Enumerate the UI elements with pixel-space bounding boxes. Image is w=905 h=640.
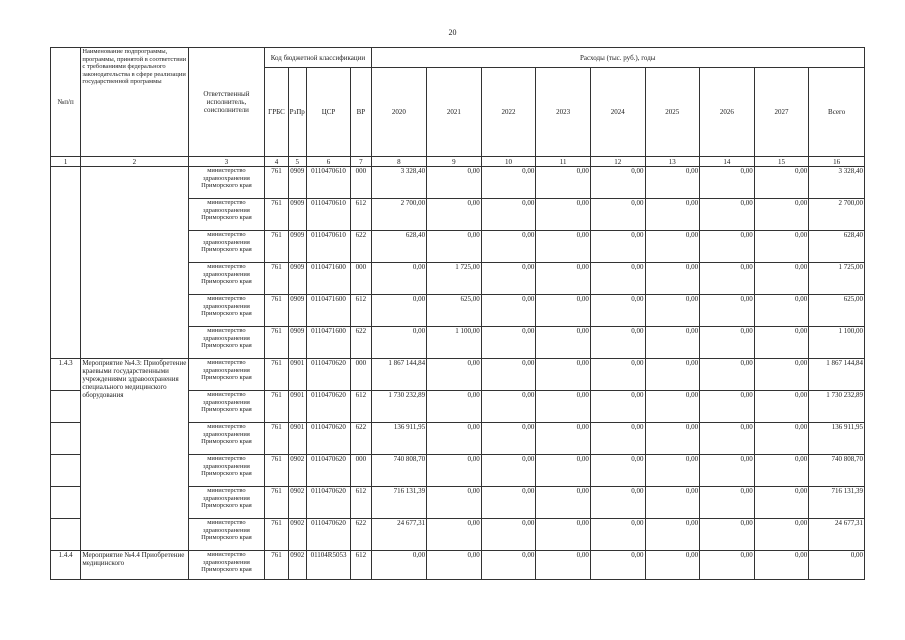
- total-cell: 24 677,31: [809, 519, 865, 551]
- page-number: 20: [448, 28, 457, 37]
- total-cell: 136 911,95: [809, 423, 865, 455]
- grbs-cell: 761: [265, 487, 288, 519]
- col-header-year: 2024: [590, 68, 645, 157]
- col-header-year: 2020: [371, 68, 427, 157]
- event-name: Мероприятие №4.3: Приобретение краевыми государственными учреждениями здравоохранения специального медицинского оборудования: [81, 359, 188, 551]
- rzpr-cell: 0909: [288, 327, 306, 359]
- amount-cell: 0,00: [754, 295, 809, 327]
- amount-cell: 0,00: [700, 455, 755, 487]
- vr-cell: 622: [351, 327, 371, 359]
- col-header-grbs: ГРБС: [265, 68, 288, 157]
- rzpr-cell: 0909: [288, 295, 306, 327]
- amount-cell: 0,00: [427, 359, 482, 391]
- grbs-cell: 761: [265, 295, 288, 327]
- amount-cell: 1 725,00: [427, 263, 482, 295]
- amount-cell: 0,00: [536, 391, 591, 423]
- amount-cell: 0,00: [645, 199, 700, 231]
- amount-cell: 0,00: [754, 167, 809, 199]
- amount-cell: 0,00: [481, 295, 536, 327]
- vr-cell: 622: [351, 519, 371, 551]
- column-number: 14: [700, 157, 755, 167]
- budget-table: [50, 47, 865, 580]
- amount-cell: 0,00: [700, 423, 755, 455]
- total-cell: 740 808,70: [809, 455, 865, 487]
- col-header-csr: ЦСР: [306, 68, 350, 157]
- csr-cell: 0110470620: [306, 455, 350, 487]
- responsible-cell: министерство здравоохранения Приморского края: [188, 199, 265, 231]
- responsible-cell: министерство здравоохранения Приморского края: [188, 487, 265, 519]
- amount-cell: 0,00: [481, 359, 536, 391]
- amount-cell: 0,00: [645, 519, 700, 551]
- amount-cell: 0,00: [427, 423, 482, 455]
- rzpr-cell: 0909: [288, 231, 306, 263]
- amount-cell: 24 677,31: [371, 519, 427, 551]
- amount-cell: 0,00: [427, 455, 482, 487]
- amount-cell: 0,00: [590, 391, 645, 423]
- grbs-cell: 761: [265, 359, 288, 391]
- amount-cell: 0,00: [481, 455, 536, 487]
- event-name-cell: [81, 167, 188, 359]
- amount-cell: 0,00: [536, 487, 591, 519]
- col-header-vr: ВР: [351, 68, 371, 157]
- amount-cell: 0,00: [754, 487, 809, 519]
- csr-cell: 0110470620: [306, 391, 350, 423]
- amount-cell: 0,00: [371, 327, 427, 359]
- total-cell: 625,00: [809, 295, 865, 327]
- amount-cell: 0,00: [427, 391, 482, 423]
- rzpr-cell: 0909: [288, 199, 306, 231]
- column-number: 2: [81, 157, 188, 167]
- responsible-cell: министерство здравоохранения Приморского края: [188, 327, 265, 359]
- csr-cell: 0110470620: [306, 487, 350, 519]
- amount-cell: 0,00: [754, 231, 809, 263]
- grbs-cell: 761: [265, 327, 288, 359]
- col-header-budget-code: Код бюджетной классификации: [265, 48, 371, 68]
- amount-cell: 0,00: [700, 487, 755, 519]
- grbs-cell: 761: [265, 167, 288, 199]
- column-number: 10: [481, 157, 536, 167]
- rzpr-cell: 0902: [288, 455, 306, 487]
- col-header-year: 2026: [700, 68, 755, 157]
- amount-cell: 0,00: [536, 199, 591, 231]
- col-header-total: Всего: [809, 68, 865, 157]
- amount-cell: 740 808,70: [371, 455, 427, 487]
- amount-cell: 0,00: [536, 327, 591, 359]
- amount-cell: 2 700,00: [371, 199, 427, 231]
- amount-cell: 0,00: [754, 519, 809, 551]
- col-header-year: 2027: [754, 68, 809, 157]
- amount-cell: 716 131,39: [371, 487, 427, 519]
- amount-cell: 0,00: [536, 167, 591, 199]
- responsible-cell: министерство здравоохранения Приморского края: [188, 455, 265, 487]
- amount-cell: 0,00: [427, 487, 482, 519]
- vr-cell: 000: [351, 455, 371, 487]
- grbs-cell: 761: [265, 455, 288, 487]
- rzpr-cell: 0909: [288, 263, 306, 295]
- grbs-cell: 761: [265, 391, 288, 423]
- amount-cell: 0,00: [700, 167, 755, 199]
- total-cell: 1 730 232,89: [809, 391, 865, 423]
- amount-cell: 136 911,95: [371, 423, 427, 455]
- rzpr-cell: 0902: [288, 551, 306, 580]
- grbs-cell: 761: [265, 231, 288, 263]
- amount-cell: 628,40: [371, 231, 427, 263]
- amount-cell: 0,00: [590, 231, 645, 263]
- total-cell: 1 100,00: [809, 327, 865, 359]
- column-number: 6: [306, 157, 350, 167]
- vr-cell: 622: [351, 231, 371, 263]
- amount-cell: 0,00: [481, 263, 536, 295]
- amount-cell: 0,00: [700, 519, 755, 551]
- amount-cell: 0,00: [536, 519, 591, 551]
- grbs-cell: 761: [265, 551, 288, 580]
- amount-cell: 0,00: [481, 199, 536, 231]
- amount-cell: 0,00: [645, 423, 700, 455]
- amount-cell: 0,00: [645, 263, 700, 295]
- amount-cell: 0,00: [427, 519, 482, 551]
- event-name: Мероприятие №4.4 Приобретение медицинского: [81, 551, 188, 580]
- amount-cell: 0,00: [645, 327, 700, 359]
- responsible-cell: министерство здравоохранения Приморского края: [188, 359, 265, 391]
- csr-cell: 0110470610: [306, 231, 350, 263]
- amount-cell: 0,00: [427, 551, 482, 580]
- amount-cell: 0,00: [536, 263, 591, 295]
- grbs-cell: 761: [265, 263, 288, 295]
- amount-cell: 0,00: [371, 263, 427, 295]
- vr-cell: 612: [351, 391, 371, 423]
- vr-cell: 000: [351, 167, 371, 199]
- vr-cell: 612: [351, 295, 371, 327]
- amount-cell: 0,00: [590, 455, 645, 487]
- amount-cell: 0,00: [645, 551, 700, 580]
- vr-cell: 000: [351, 359, 371, 391]
- amount-cell: 1 730 232,89: [371, 391, 427, 423]
- col-header-rzpr: РзПр: [288, 68, 306, 157]
- csr-cell: 0110471600: [306, 327, 350, 359]
- amount-cell: 0,00: [590, 423, 645, 455]
- amount-cell: 0,00: [645, 359, 700, 391]
- amount-cell: 625,00: [427, 295, 482, 327]
- amount-cell: 0,00: [481, 327, 536, 359]
- amount-cell: 1 867 144,84: [371, 359, 427, 391]
- vr-cell: 612: [351, 199, 371, 231]
- column-number: 8: [371, 157, 427, 167]
- rzpr-cell: 0901: [288, 391, 306, 423]
- csr-cell: 0110470620: [306, 519, 350, 551]
- column-number: 5: [288, 157, 306, 167]
- col-header-year: 2023: [536, 68, 591, 157]
- col-header-year: 2021: [427, 68, 482, 157]
- amount-cell: 0,00: [590, 551, 645, 580]
- amount-cell: 3 328,40: [371, 167, 427, 199]
- col-header-num: №п/п: [51, 48, 81, 157]
- amount-cell: 0,00: [700, 263, 755, 295]
- amount-cell: 0,00: [536, 423, 591, 455]
- amount-cell: 1 100,00: [427, 327, 482, 359]
- event-number-cell: [51, 423, 81, 455]
- total-cell: 628,40: [809, 231, 865, 263]
- amount-cell: 0,00: [645, 231, 700, 263]
- total-cell: 2 700,00: [809, 199, 865, 231]
- amount-cell: 0,00: [700, 295, 755, 327]
- amount-cell: 0,00: [700, 551, 755, 580]
- event-number-cell: [51, 391, 81, 423]
- amount-cell: 0,00: [536, 295, 591, 327]
- column-number: 4: [265, 157, 288, 167]
- csr-cell: 0110470620: [306, 359, 350, 391]
- csr-cell: 01104R5053: [306, 551, 350, 580]
- total-cell: 3 328,40: [809, 167, 865, 199]
- vr-cell: 622: [351, 423, 371, 455]
- rzpr-cell: 0902: [288, 519, 306, 551]
- csr-cell: 0110470610: [306, 167, 350, 199]
- amount-cell: 0,00: [536, 455, 591, 487]
- vr-cell: 612: [351, 551, 371, 580]
- responsible-cell: министерство здравоохранения Приморского края: [188, 551, 265, 580]
- column-number: 15: [754, 157, 809, 167]
- rzpr-cell: 0901: [288, 423, 306, 455]
- amount-cell: 0,00: [427, 167, 482, 199]
- csr-cell: 0110471600: [306, 295, 350, 327]
- amount-cell: 0,00: [371, 551, 427, 580]
- amount-cell: 0,00: [590, 167, 645, 199]
- amount-cell: 0,00: [700, 391, 755, 423]
- column-number: 13: [645, 157, 700, 167]
- amount-cell: 0,00: [700, 231, 755, 263]
- amount-cell: 0,00: [754, 199, 809, 231]
- table-row: [51, 359, 865, 391]
- amount-cell: 0,00: [590, 263, 645, 295]
- amount-cell: 0,00: [590, 487, 645, 519]
- amount-cell: 0,00: [481, 551, 536, 580]
- amount-cell: 0,00: [481, 487, 536, 519]
- column-number: 7: [351, 157, 371, 167]
- column-number-row: [51, 157, 865, 167]
- amount-cell: 0,00: [536, 551, 591, 580]
- responsible-cell: министерство здравоохранения Приморского края: [188, 423, 265, 455]
- csr-cell: 0110470620: [306, 423, 350, 455]
- responsible-cell: министерство здравоохранения Приморского края: [188, 295, 265, 327]
- amount-cell: 0,00: [481, 231, 536, 263]
- amount-cell: 0,00: [645, 295, 700, 327]
- amount-cell: 0,00: [481, 423, 536, 455]
- total-cell: 1 725,00: [809, 263, 865, 295]
- responsible-cell: министерство здравоохранения Приморского края: [188, 519, 265, 551]
- event-number: 1.4.3: [51, 359, 81, 391]
- amount-cell: 0,00: [590, 295, 645, 327]
- amount-cell: 0,00: [536, 231, 591, 263]
- column-number: 3: [188, 157, 265, 167]
- amount-cell: 0,00: [536, 359, 591, 391]
- rzpr-cell: 0909: [288, 167, 306, 199]
- amount-cell: 0,00: [590, 519, 645, 551]
- amount-cell: 0,00: [754, 359, 809, 391]
- amount-cell: 0,00: [754, 327, 809, 359]
- amount-cell: 0,00: [590, 359, 645, 391]
- responsible-cell: министерство здравоохранения Приморского края: [188, 231, 265, 263]
- responsible-cell: министерство здравоохранения Приморского края: [188, 263, 265, 295]
- amount-cell: 0,00: [754, 263, 809, 295]
- amount-cell: 0,00: [754, 551, 809, 580]
- amount-cell: 0,00: [590, 199, 645, 231]
- csr-cell: 0110470610: [306, 199, 350, 231]
- amount-cell: 0,00: [700, 359, 755, 391]
- total-cell: 0,00: [809, 551, 865, 580]
- amount-cell: 0,00: [754, 391, 809, 423]
- responsible-cell: министерство здравоохранения Приморского края: [188, 391, 265, 423]
- col-header-expenses: Расходы (тыс. руб.), годы: [371, 48, 864, 68]
- column-number: 11: [536, 157, 591, 167]
- vr-cell: 000: [351, 263, 371, 295]
- amount-cell: 0,00: [371, 295, 427, 327]
- rzpr-cell: 0902: [288, 487, 306, 519]
- amount-cell: 0,00: [700, 327, 755, 359]
- table-row: [51, 551, 865, 580]
- amount-cell: 0,00: [645, 167, 700, 199]
- event-number: 1.4.4: [51, 551, 81, 580]
- table-row: [51, 167, 865, 199]
- responsible-cell: министерство здравоохранения Приморского края: [188, 167, 265, 199]
- vr-cell: 612: [351, 487, 371, 519]
- amount-cell: 0,00: [481, 167, 536, 199]
- rzpr-cell: 0901: [288, 359, 306, 391]
- col-header-name: Наименование подпрограммы, программы, принятой в соответствии с требованиями федерального законодательства в сфере реализации государственной программы: [81, 48, 188, 157]
- event-number-cell: [51, 519, 81, 551]
- amount-cell: 0,00: [645, 487, 700, 519]
- event-number-cell: [51, 487, 81, 519]
- event-number-cell: [51, 167, 81, 359]
- total-cell: 716 131,39: [809, 487, 865, 519]
- amount-cell: 0,00: [427, 199, 482, 231]
- col-header-year: 2022: [481, 68, 536, 157]
- column-number: 16: [809, 157, 865, 167]
- column-number: 12: [590, 157, 645, 167]
- column-number: 9: [427, 157, 482, 167]
- amount-cell: 0,00: [645, 455, 700, 487]
- amount-cell: 0,00: [754, 423, 809, 455]
- column-number: 1: [51, 157, 81, 167]
- amount-cell: 0,00: [481, 519, 536, 551]
- csr-cell: 0110471600: [306, 263, 350, 295]
- amount-cell: 0,00: [645, 391, 700, 423]
- amount-cell: 0,00: [700, 199, 755, 231]
- grbs-cell: 761: [265, 199, 288, 231]
- amount-cell: 0,00: [590, 327, 645, 359]
- col-header-year: 2025: [645, 68, 700, 157]
- amount-cell: 0,00: [481, 391, 536, 423]
- grbs-cell: 761: [265, 519, 288, 551]
- total-cell: 1 867 144,84: [809, 359, 865, 391]
- amount-cell: 0,00: [427, 231, 482, 263]
- event-number-cell: [51, 455, 81, 487]
- col-header-responsible: Ответственный исполнитель, соисполнители: [188, 48, 265, 157]
- grbs-cell: 761: [265, 423, 288, 455]
- amount-cell: 0,00: [754, 455, 809, 487]
